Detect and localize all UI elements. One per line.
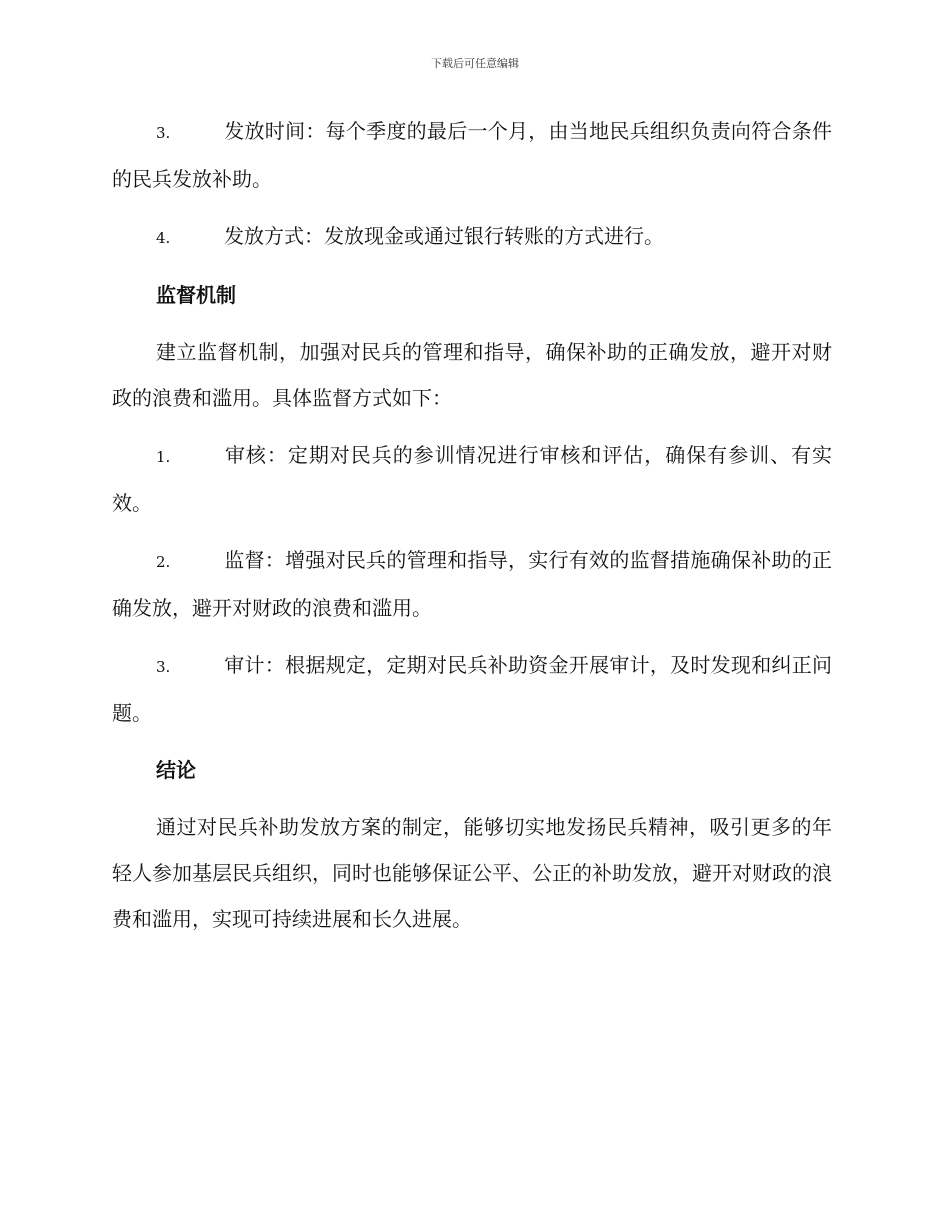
list-item bbox=[112, 642, 832, 736]
list-item bbox=[112, 537, 832, 631]
list-item bbox=[112, 213, 832, 261]
list-item-number: 2. bbox=[156, 553, 171, 571]
page-header: 下载后可任意编辑 bbox=[431, 57, 519, 70]
list-item-number: 1. bbox=[156, 448, 171, 466]
list-item-text: 审计：根据规定，定期对民兵补助资金开展审计，及时发现和纠正问题。 bbox=[112, 653, 832, 725]
conclusion-paragraph: 通过对民兵补助发放方案的制定，能够切实地发扬民兵精神，吸引更多的年轻人参加基层民兵组织，同时也能够保证公平、公正的补助发放，避开对财政的浪费和滥用，实现可持续进展和长久进展。 bbox=[112, 815, 832, 931]
section-heading-supervision: 监督机制 bbox=[156, 283, 236, 307]
list-item-text: 审核：定期对民兵的参训情况进行审核和评估，确保有参训、有实效。 bbox=[112, 443, 832, 515]
list-item-number: 3. bbox=[156, 658, 171, 676]
list-item-number: 3. bbox=[156, 124, 171, 142]
section-heading-conclusion: 结论 bbox=[156, 758, 196, 782]
list-item-text: 监督：增强对民兵的管理和指导，实行有效的监督措施确保补助的正确发放，避开对财政的浪费和滥用。 bbox=[112, 548, 832, 620]
supervision-intro-paragraph: 建立监督机制，加强对民兵的管理和指导，确保补助的正确发放，避开对财政的浪费和滥用。具体监督方式如下： bbox=[112, 340, 832, 410]
list-item bbox=[112, 108, 832, 202]
list-item-number: 4. bbox=[156, 229, 171, 247]
list-item bbox=[112, 432, 832, 526]
list-item-text: 发放时间：每个季度的最后一个月，由当地民兵组织负责向符合条件的民兵发放补助。 bbox=[112, 119, 832, 191]
list-item-text: 发放方式：发放现金或通过银行转账的方式进行。 bbox=[224, 224, 664, 248]
document-body bbox=[112, 108, 832, 953]
